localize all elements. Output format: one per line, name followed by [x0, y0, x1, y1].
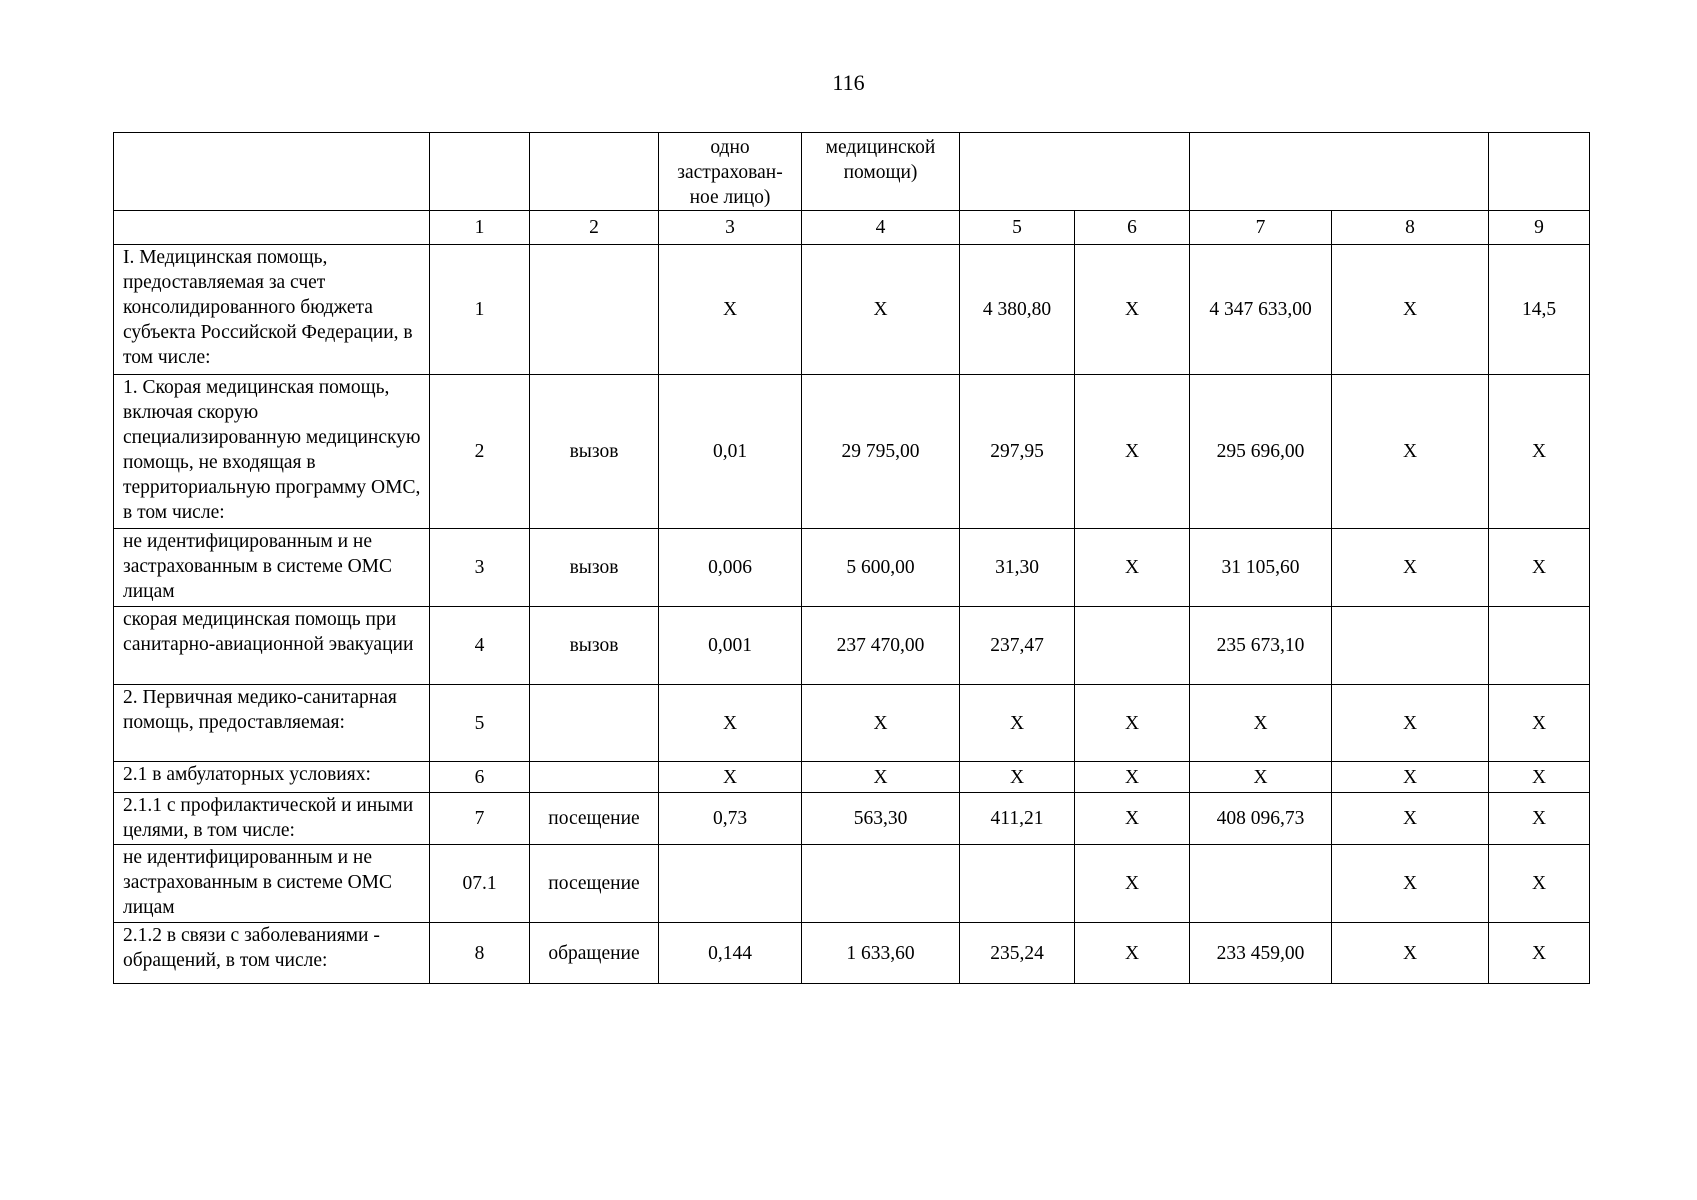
cell-col-7: 4 347 633,00 — [1190, 245, 1332, 375]
cell-col-6: X — [1075, 793, 1190, 845]
cell-row-number: 1 — [430, 245, 530, 375]
cell-col-9 — [1489, 607, 1590, 685]
cell-col-3: X — [659, 245, 802, 375]
cell-col-6: X — [1075, 845, 1190, 923]
cell-col-6: X — [1075, 375, 1190, 529]
data-table — [113, 132, 1590, 984]
cell-col-4: 563,30 — [802, 793, 960, 845]
header-cell-9 — [1489, 133, 1590, 211]
cell-col-9: X — [1489, 685, 1590, 762]
cell-col-7: 408 096,73 — [1190, 793, 1332, 845]
cell-row-number: 4 — [430, 607, 530, 685]
cell-col-8: X — [1332, 685, 1489, 762]
column-number: 1 — [430, 211, 530, 245]
table-row — [114, 685, 1590, 762]
column-number: 6 — [1075, 211, 1190, 245]
cell-col-4: 5 600,00 — [802, 529, 960, 607]
table-row — [114, 762, 1590, 793]
cell-col-7 — [1190, 845, 1332, 923]
cell-col-7: 235 673,10 — [1190, 607, 1332, 685]
cell-col-4 — [802, 845, 960, 923]
cell-col-3: 0,006 — [659, 529, 802, 607]
cell-col-8: X — [1332, 375, 1489, 529]
cell-col-3: 0,01 — [659, 375, 802, 529]
cell-row-number: 7 — [430, 793, 530, 845]
cell-col-4: 237 470,00 — [802, 607, 960, 685]
row-label: 2. Первичная медико-санитарная помощь, предоставляемая: — [114, 685, 430, 762]
row-label: 1. Скорая медицинская помощь, включая скорую специализированную медицинскую помощь, не входящая в территориальную программу ОМС, в том числе: — [114, 375, 430, 529]
cell-col-5: 4 380,80 — [960, 245, 1075, 375]
cell-col-9: X — [1489, 793, 1590, 845]
cell-col-8: X — [1332, 923, 1489, 984]
cell-row-number: 5 — [430, 685, 530, 762]
cell-col-5: 31,30 — [960, 529, 1075, 607]
cell-col-6: X — [1075, 685, 1190, 762]
table-row — [114, 793, 1590, 845]
cell-unit: вызов — [530, 607, 659, 685]
cell-unit — [530, 685, 659, 762]
table-row — [114, 375, 1590, 529]
header-cell-3: одно застрахован-ное лицо) — [659, 133, 802, 211]
row-label: не идентифицированным и не застрахованным в системе ОМС лицам — [114, 845, 430, 923]
cell-row-number: 6 — [430, 762, 530, 793]
cell-col-7: 31 105,60 — [1190, 529, 1332, 607]
cell-col-3 — [659, 845, 802, 923]
cell-col-7: 295 696,00 — [1190, 375, 1332, 529]
cell-unit: посещение — [530, 793, 659, 845]
cell-col-7: 233 459,00 — [1190, 923, 1332, 984]
page-number: 116 — [832, 70, 865, 95]
cell-col-8: X — [1332, 793, 1489, 845]
row-label: не идентифицированным и не застрахованным в системе ОМС лицам — [114, 529, 430, 607]
cell-col-9: X — [1489, 529, 1590, 607]
row-label: скорая медицинская помощь при санитарно-авиационной эвакуации — [114, 607, 430, 685]
column-number: 9 — [1489, 211, 1590, 245]
cell-col-4: X — [802, 685, 960, 762]
column-number: 5 — [960, 211, 1075, 245]
cell-col-9: X — [1489, 845, 1590, 923]
cell-row-number: 2 — [430, 375, 530, 529]
cell-unit: вызов — [530, 375, 659, 529]
table-row — [114, 607, 1590, 685]
header-continuation-row — [114, 133, 1590, 211]
cell-col-3: 0,73 — [659, 793, 802, 845]
cell-col-8: X — [1332, 762, 1489, 793]
cell-col-6: X — [1075, 762, 1190, 793]
column-number: 3 — [659, 211, 802, 245]
header-cell-4: медицинской помощи) — [802, 133, 960, 211]
cell-unit: посещение — [530, 845, 659, 923]
cell-col-9: 14,5 — [1489, 245, 1590, 375]
cell-col-5: X — [960, 685, 1075, 762]
cell-col-5: 297,95 — [960, 375, 1075, 529]
cell-col-8 — [1332, 607, 1489, 685]
table-row — [114, 245, 1590, 375]
cell-unit: обращение — [530, 923, 659, 984]
column-number: 2 — [530, 211, 659, 245]
table-row — [114, 529, 1590, 607]
header-cell-1 — [430, 133, 530, 211]
cell-col-3: X — [659, 762, 802, 793]
cell-unit — [530, 245, 659, 375]
cell-col-6: X — [1075, 529, 1190, 607]
cell-col-6: X — [1075, 245, 1190, 375]
cell-col-4: 29 795,00 — [802, 375, 960, 529]
cell-col-5: X — [960, 762, 1075, 793]
header-cell-2 — [530, 133, 659, 211]
column-number-label — [114, 211, 430, 245]
cell-unit: вызов — [530, 529, 659, 607]
cell-col-5: 235,24 — [960, 923, 1075, 984]
cell-row-number: 8 — [430, 923, 530, 984]
header-cell-7-8 — [1190, 133, 1489, 211]
cell-col-3: X — [659, 685, 802, 762]
row-label: 2.1.1 с профилактической и иными целями, в том числе: — [114, 793, 430, 845]
column-number: 8 — [1332, 211, 1489, 245]
header-cell-5-6 — [960, 133, 1190, 211]
row-label: I. Медицинская помощь, предоставляемая за счет консолидированного бюджета субъекта Российской Федерации, в том числе: — [114, 245, 430, 375]
table-row — [114, 923, 1590, 984]
row-label: 2.1 в амбулаторных условиях: — [114, 762, 430, 793]
cell-col-5: 411,21 — [960, 793, 1075, 845]
cell-col-4: 1 633,60 — [802, 923, 960, 984]
cell-col-6: X — [1075, 923, 1190, 984]
cell-row-number: 07.1 — [430, 845, 530, 923]
cell-col-9: X — [1489, 762, 1590, 793]
cell-col-3: 0,001 — [659, 607, 802, 685]
table-row — [114, 845, 1590, 923]
cell-col-4: X — [802, 762, 960, 793]
column-numbers-row — [114, 211, 1590, 245]
header-cell-label — [114, 133, 430, 211]
cell-col-9: X — [1489, 375, 1590, 529]
cell-col-8: X — [1332, 245, 1489, 375]
cell-col-8: X — [1332, 529, 1489, 607]
row-label: 2.1.2 в связи с заболеваниями - обращений, в том числе: — [114, 923, 430, 984]
cell-unit — [530, 762, 659, 793]
cell-col-7: X — [1190, 685, 1332, 762]
cell-col-3: 0,144 — [659, 923, 802, 984]
cell-col-5: 237,47 — [960, 607, 1075, 685]
cell-col-9: X — [1489, 923, 1590, 984]
column-number: 7 — [1190, 211, 1332, 245]
column-number: 4 — [802, 211, 960, 245]
cell-col-4: X — [802, 245, 960, 375]
cell-col-8: X — [1332, 845, 1489, 923]
cell-col-7: X — [1190, 762, 1332, 793]
cell-col-5 — [960, 845, 1075, 923]
cell-col-6 — [1075, 607, 1190, 685]
cell-row-number: 3 — [430, 529, 530, 607]
